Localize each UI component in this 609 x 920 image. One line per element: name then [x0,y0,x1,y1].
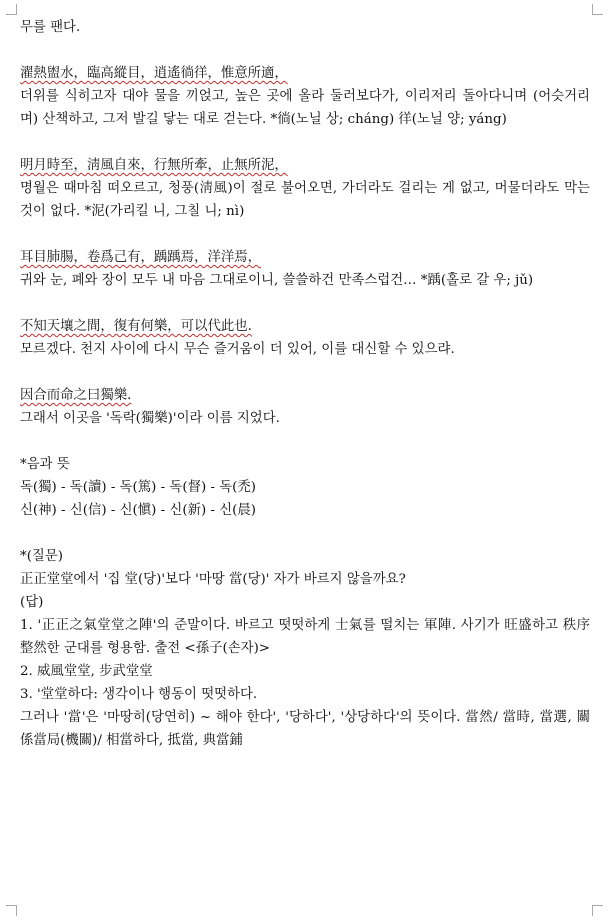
answer-heading: (답) [20,595,44,610]
classical-text-2: 明月時至，淸風自來，行無所牽，止無所泥， [20,158,288,173]
translation-3: 귀와 눈, 폐와 장이 모두 내 마음 그대로이니, 쓸쓸하건 만족스럽건… *踽(홀로 갈 우; jǔ) [20,273,534,288]
classical-text-3: 耳目肺腸，卷爲己有，踽踽焉，洋洋焉， [20,250,262,265]
translation-4: 모르겠다. 천지 사이에 다시 무슨 즐거움이 더 있어, 이를 대신할 수 있으랴. [20,342,455,357]
answer-item-4: 그러나 '當'은 '마땅히(당연히) ~ 해야 한다', '당하다', '상당하다'의 뜻이다. 當然/ 當時, 當選, 關係當局(機關)/ 相當하다, 抵當, 典當鋪 [20,710,590,748]
question-text: 正正堂堂에서 '집 堂(당)'보다 '마땅 當(당)' 자가 바르지 않을까요? [20,572,406,587]
text-line: 무를 팬다. [20,20,81,35]
page-corner-mark [6,905,17,916]
question-heading: *(질문) [20,549,64,564]
answer-item-1: 1. '正正之氣堂堂之陣'의 준말이다. 바르고 떳떳하게 士氣를 떨치는 軍陣. 사기가 旺盛하고 秩序整然한 군대를 형용함. 출전 <孫子(손자)> [20,618,590,656]
page-corner-mark [6,4,17,15]
translation-5: 그래서 이곳을 '독락(獨樂)'이라 이름 지었다. [20,411,280,426]
sound-meaning-line: 독(獨) - 독(讀) - 독(篤) - 독(督) - 독(禿) [20,480,257,495]
sound-meaning-heading: *음과 뜻 [20,457,70,472]
classical-text-4: 不知天壤之間，復有何樂，可以代此也. [20,319,252,334]
translation-1: 더위를 식히고자 대야 물을 끼얹고, 높은 곳에 올라 둘러보다가, 이리저리 돌아다니며 (어슷거리며) 산책하고, 그저 발길 닿는 대로 걷는다. *徜(노닐 상; cháng) 徉(노닐 양; yáng) [20,89,590,127]
sound-meaning-line: 신(神) - 신(信) - 신(愼) - 신(新) - 신(晨) [20,503,257,518]
page-corner-mark [592,905,603,916]
answer-item-2: 2. 威風堂堂, 步武堂堂 [20,664,153,679]
classical-text-1: 濯熱盥水，臨高縱目，逍遙徜徉，惟意所適， [20,66,288,81]
classical-text-5: 因合而命之曰獨樂. [20,388,132,403]
document-body[interactable] [20,16,590,752]
translation-2: 명월은 때마침 떠오르고, 청풍(淸風)이 절로 불어오면, 가더라도 걸리는 게 없고, 머물더라도 막는 것이 없다. *泥(가리킬 니, 그칠 니; nì) [20,181,590,219]
answer-item-3: 3. '堂堂하다: 생각이나 행동이 떳떳하다. [20,687,258,702]
page-corner-mark [592,4,603,15]
